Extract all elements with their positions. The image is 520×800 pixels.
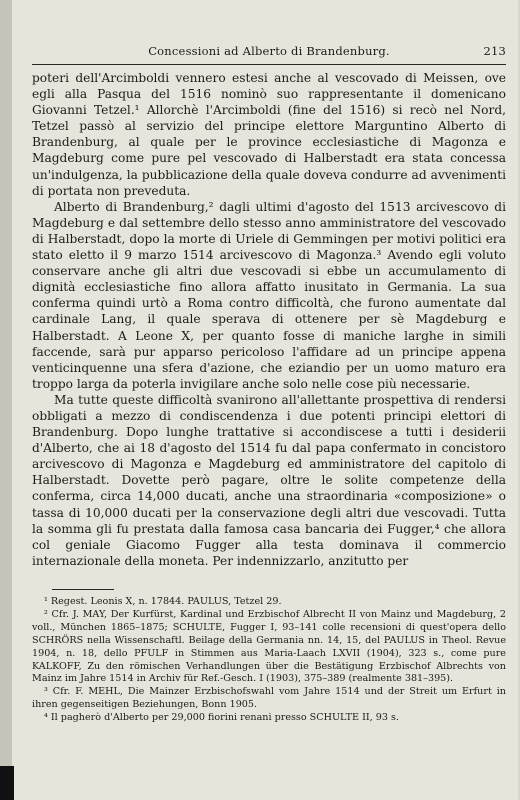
footnote-separator — [52, 589, 114, 590]
paragraph: Alberto di Brandenburg,² dagli ultimi d'agosto del 1513 arcivescovo di Magdeburg e dal settembre dello stesso anno amministratore del vescovado di Halberstadt, dopo la morte di Uriele di Gemmingen per motivi politici era stato eletto il 9 marzo 1514 arcivescovo di Magonza.³ Avendo egli voluto conservare anche gli altri due vescovadi si ebbe un accumulamento di dignità ecclesiastiche fino allora affatto inusitato in Germania. La sua conferma quindi urtò a Roma contro difficoltà, che furono aumentate dal cardinale Lang, il quale sperava di ottenere per sè Magdeburg e Halberstadt. A Leone X, per quanto fosse di maniche larghe in simili faccende, sarà pur apparso pericoloso l'affidare ad un principe appena venticinquenne una sfera d'azione, che eziandio per un uomo maturo era troppo larga da poterla invigilare anche solo nelle cose più necessarie. — [32, 199, 506, 391]
footnote: ¹ Regest. Leonis X, n. 17844. PAULUS, Tetzel 29. — [44, 596, 282, 607]
footnote: ² Cfr. J. MAY, Der Kurfürst, Kardinal und Erzbischof Albrecht II von Mainz und Magdeburg, 2 voll., München 1865–1875; SCHULTE, Fugger I, 93–141 colle recensioni di quest'opera dello SCHRÖRS nella Wissenschaftl. Beilage della Germania nn. 14, 15, del PAULUS in Theol. Revue 1904, n. 18, dello PFULF in Stimmen aus Maria-Laach LXVII (1904), 323 s., come pure KALKOFF, Zu den römischen Verhandlungen über die Bestätigung Erzbischof Albrechts von Mainz im Jahre 1514 in Archiv für Ref.-Gesch. I (1903), 375–389 (realmente 381–395). — [32, 608, 506, 685]
page-edge — [0, 0, 12, 800]
running-title: Concessioni ad Alberto di Brandenburg. — [148, 44, 390, 58]
header-rule — [32, 64, 506, 65]
footnote: ³ Cfr. F. MEHL, Die Mainzer Erzbischofswahl vom Jahre 1514 und der Streit um Erfurt in ihren gegenseitigen Beziehungen, Bonn 1905. — [32, 686, 506, 711]
running-header — [32, 44, 506, 62]
footnotes — [32, 596, 506, 725]
paragraph: poteri dell'Arcimboldi vennero estesi anche al vescovado di Meissen, ove egli alla Pasqua del 1516 nominò suo rappresentante il domenicano Giovanni Tetzel.¹ Allorchè l'Arcimboldi (fine del 1516) si recò nel Nord, Tetzel passò al servizio del principe elettore Marguntino Alberto di Brandenburg, al quale per le province ecclesiastiche di Magonza e Magdeburg come pure pel vescovado di Halberstadt era stata concessa un'indulgenza, la pubblicazione della quale doveva condurre ad avvenimenti di portata non preveduta. — [32, 71, 506, 198]
page-number: 213 — [483, 44, 506, 58]
scan-corner — [0, 766, 14, 800]
book-page — [12, 0, 518, 800]
paragraph: Ma tutte queste difficoltà svanirono all'allettante prospettiva di rendersi obbligati a mezzo di condiscendenza i due potenti principi elettori di Brandenburg. Dopo lunghe trattative si accondiscese a tutti i desiderii d'Alberto, che ai 18 d'agosto del 1514 fu dal papa confermato in concistoro arcivescovo di Magonza e Magdeburg ed amministratore del capitolo di Halberstadt. Dovette però pagare, oltre le solite competenze della conferma, circa 14,000 ducati, anche una straordinaria «composizione» o tassa di 10,000 ducati per la conservazione degli altri due vescovadi. Tutta la somma gli fu prestata dalla famosa casa bancaria dei Fugger,⁴ che allora col geniale Giacomo Fugger alla testa dominava il commercio internazionale della moneta. Per indennizzarlo, anzitutto per — [32, 392, 506, 568]
main-text — [32, 70, 506, 569]
footnote: ⁴ Il pagherò d'Alberto per 29,000 fiorini renani presso SCHULTE II, 93 s. — [44, 712, 399, 724]
